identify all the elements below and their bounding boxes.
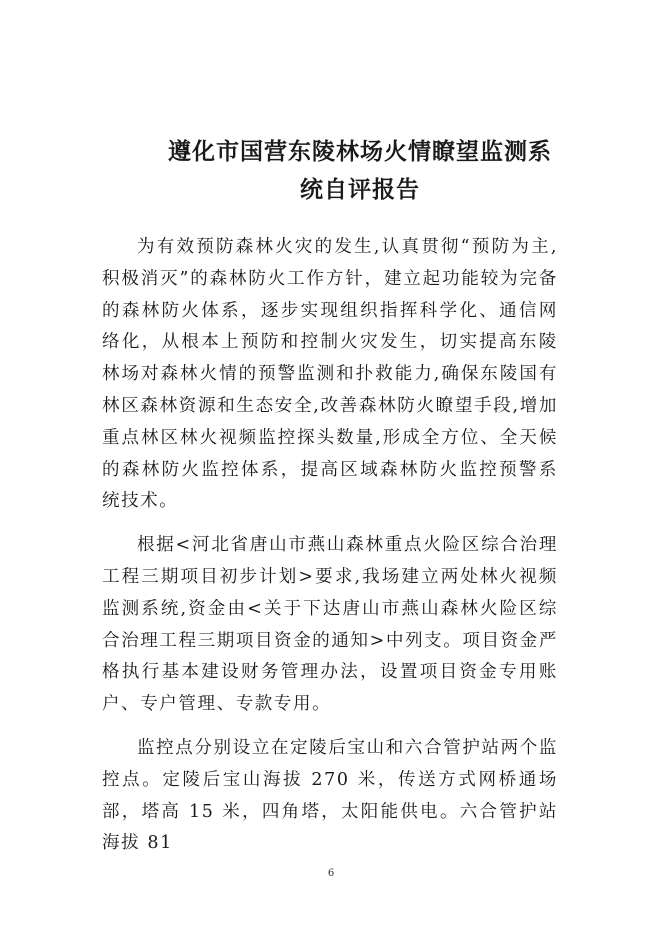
document-body (102, 232, 558, 860)
document-title (100, 134, 620, 208)
paragraph-3: 监控点分别设立在定陵后宝山和六合管护站两个监控点。定陵后宝山海拔 270 米，传送方式网桥通场部，塔高 15 米，四角塔，太阳能供电。六合管护站海拔 81 (102, 737, 558, 854)
title-line-1: 遵化市国营东陵林场火情瞭望监测系 (168, 139, 552, 165)
paragraph-1: 为有效预防森林火灾的发生,认真贯彻“预防为主,积极消灭”的森林防火工作方针，建立起功能较为完备的森林防火体系，逐步实现组织指挥科学化、通信网络化，从根本上预防和控制火灾发生，切实提高东陵林场对森林火情的预警监测和扑救能力,确保东陵国有林区森林资源和生态安全,改善森林防火瞭望手段,增加重点林区林火视频监控探头数量,形成全方位、全天候的森林防火监控体系，提高区域森林防火监控预警系统技术。 (102, 237, 558, 512)
page-number: 6 (327, 868, 335, 879)
paragraph-2: 根据<河北省唐山市燕山森林重点火险区综合治理工程三期项目初步计划>要求,我场建立两处林火视频监测系统,资金由<关于下达唐山市燕山森林火险区综合治理工程三期项目资金的通知>中列支。项目资金严格执行基本建设财务管理办法，设置项目资金专用账户、专户管理、专款专用。 (102, 535, 558, 715)
title-line-2: 统自评报告 (300, 177, 420, 203)
